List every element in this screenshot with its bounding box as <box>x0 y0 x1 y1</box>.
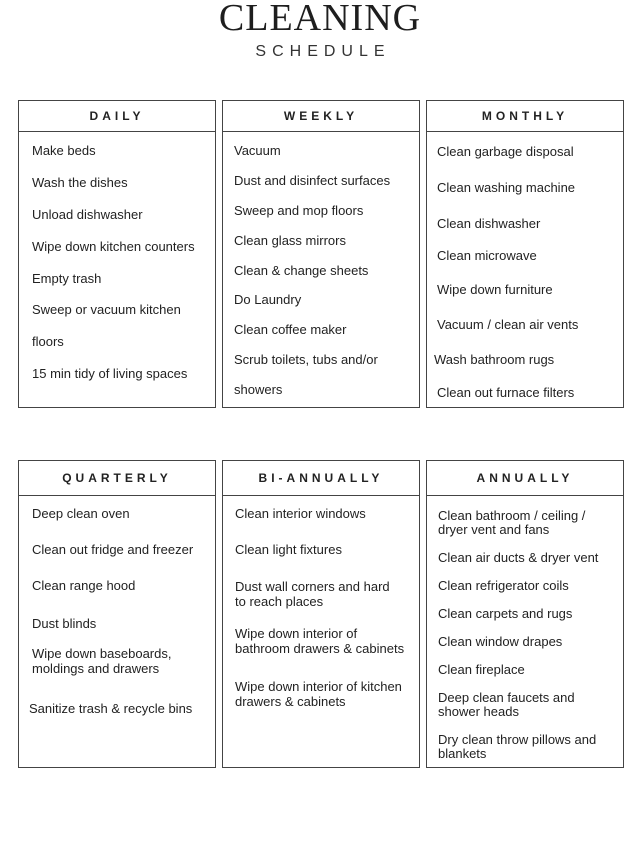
daily-card <box>18 100 216 408</box>
annually-item: Deep clean faucets and <box>438 690 575 705</box>
annually-header: ANNUALLY <box>427 461 623 496</box>
quarterly-item: Sanitize trash & recycle bins <box>29 701 193 716</box>
quarterly-item: Clean range hood <box>32 578 136 593</box>
annually-item: Clean refrigerator coils <box>438 578 569 593</box>
biannually-item: Clean light fixtures <box>235 542 342 557</box>
quarterly-card <box>18 460 216 768</box>
biannually-item: to reach places <box>235 594 324 609</box>
monthly-item: Clean garbage disposal <box>437 144 574 159</box>
biannually-item: drawers & cabinets <box>235 694 346 709</box>
weekly-item: showers <box>234 382 283 397</box>
weekly-item: Do Laundry <box>234 292 302 307</box>
quarterly-header: QUARTERLY <box>19 461 215 496</box>
weekly-item: Clean glass mirrors <box>234 233 346 248</box>
annually-item: Clean carpets and rugs <box>438 606 573 621</box>
monthly-item: Clean out furnace filters <box>437 385 575 400</box>
monthly-item: Wipe down furniture <box>437 282 553 297</box>
weekly-item: Vacuum <box>234 143 281 158</box>
quarterly-item: Dust blinds <box>32 616 97 631</box>
weekly-item: Clean coffee maker <box>234 322 347 337</box>
page-title: CLEANING <box>218 0 422 39</box>
quarterly-item: Wipe down baseboards, <box>32 646 172 661</box>
monthly-item: Clean microwave <box>437 248 537 263</box>
daily-item: Sweep or vacuum kitchen <box>32 302 181 317</box>
daily-header: DAILY <box>19 101 215 132</box>
annually-item: Clean fireplace <box>438 662 525 677</box>
biannually-item: Wipe down interior of kitchen <box>235 679 402 694</box>
daily-item: Unload dishwasher <box>32 207 143 222</box>
monthly-item: Clean washing machine <box>437 180 576 195</box>
biannually-header: BI-ANNUALLY <box>223 461 419 496</box>
biannually-item: Dust wall corners and hard <box>235 579 390 594</box>
daily-item: 15 min tidy of living spaces <box>32 366 188 381</box>
weekly-item: Sweep and mop floors <box>234 203 364 218</box>
annually-item: Clean window drapes <box>438 634 563 649</box>
biannually-card <box>222 460 420 768</box>
monthly-item: Wash bathroom rugs <box>434 352 555 367</box>
weekly-card <box>222 100 420 408</box>
page-subtitle: SCHEDULE <box>255 43 391 60</box>
weekly-item: Clean & change sheets <box>234 263 369 278</box>
biannually-item: Clean interior windows <box>235 506 366 521</box>
monthly-item: Clean dishwasher <box>437 216 541 231</box>
monthly-header: MONTHLY <box>427 101 623 132</box>
weekly-item: Dust and disinfect surfaces <box>234 173 391 188</box>
daily-item: Empty trash <box>32 271 102 286</box>
daily-item: Wash the dishes <box>32 175 128 190</box>
monthly-card <box>426 100 624 408</box>
annually-item: dryer vent and fans <box>438 522 550 537</box>
biannually-item: Wipe down interior of <box>235 626 358 641</box>
quarterly-item: Deep clean oven <box>32 506 130 521</box>
annually-item: blankets <box>438 746 487 761</box>
weekly-header: WEEKLY <box>223 101 419 132</box>
annually-item: shower heads <box>438 704 519 719</box>
daily-item: floors <box>32 334 64 349</box>
daily-item: Make beds <box>32 143 96 158</box>
monthly-item: Vacuum / clean air vents <box>437 317 579 332</box>
quarterly-item: moldings and drawers <box>32 661 160 676</box>
annually-item: Clean air ducts & dryer vent <box>438 550 599 565</box>
quarterly-item: Clean out fridge and freezer <box>32 542 194 557</box>
weekly-item: Scrub toilets, tubs and/or <box>234 352 378 367</box>
annually-card <box>426 460 624 768</box>
annually-item: Dry clean throw pillows and <box>438 732 597 747</box>
daily-item: Wipe down kitchen counters <box>32 239 195 254</box>
biannually-item: bathroom drawers & cabinets <box>235 641 405 656</box>
annually-item: Clean bathroom / ceiling / <box>438 508 586 523</box>
